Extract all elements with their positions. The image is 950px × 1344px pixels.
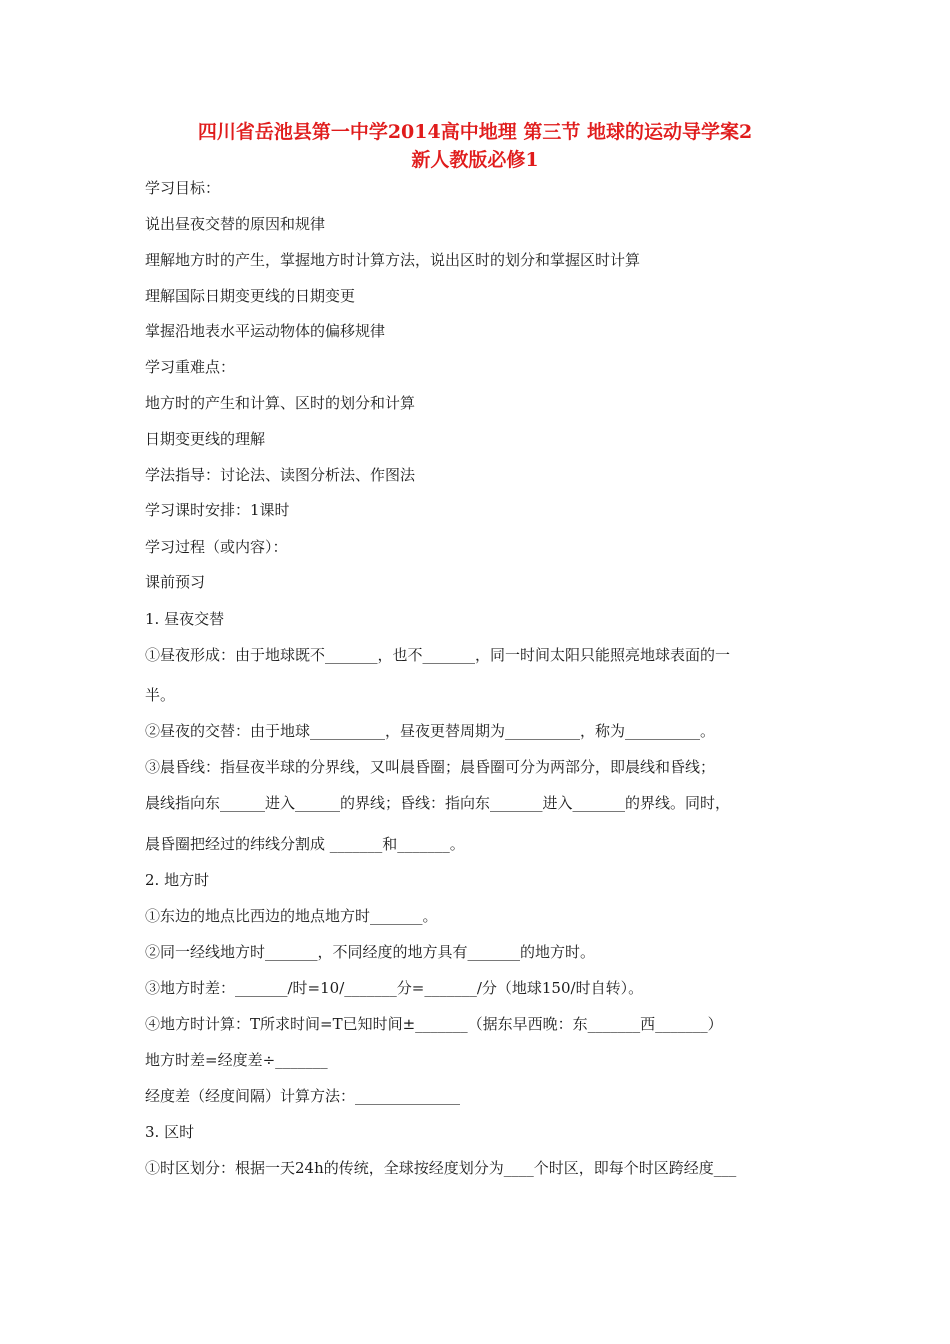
text-line: ④地方时计算：T所求时间=T已知时间±_______（据东早西晚：东_______西_______） — [145, 1015, 723, 1033]
text-line: 晨线指向东______进入______的界线；昏线：指向东_______进入_______的界线。同时， — [145, 794, 731, 812]
text-line: 课前预习 — [145, 573, 206, 591]
title-line-2: 新人教版必修1 — [411, 149, 539, 171]
section-heading: 1. 昼夜交替 — [145, 610, 225, 628]
document-title — [100, 118, 850, 174]
section-heading: 3. 区时 — [145, 1123, 195, 1141]
text-line: 学习课时安排：1课时 — [145, 501, 290, 519]
text-line: 理解国际日期变更线的日期变更 — [145, 287, 356, 305]
text-line: ①时区划分：根据一天24h的传统，全球按经度划分为____个时区，即每个时区跨经度___ — [145, 1159, 737, 1177]
text-line: 学法指导：讨论法、读图分析法、作图法 — [145, 466, 416, 484]
text-line: 说出昼夜交替的原因和规律 — [145, 215, 326, 233]
text-line: 学习目标： — [145, 179, 221, 197]
text-line: 日期变更线的理解 — [145, 430, 266, 448]
text-line: ③地方时差：_______/时=10/_______分=_______/分（地球150/时自转）。 — [145, 979, 644, 997]
text-line: 经度差（经度间隔）计算方法：______________ — [145, 1087, 461, 1105]
text-line: ②昼夜的交替：由于地球__________，昼夜更替周期为__________，称为__________。 — [145, 722, 716, 740]
text-line: 理解地方时的产生，掌握地方时计算方法，说出区时的划分和掌握区时计算 — [145, 251, 641, 269]
text-line: 地方时的产生和计算、区时的划分和计算 — [145, 394, 416, 412]
text-line: 地方时差=经度差÷_______ — [145, 1051, 328, 1069]
text-line: 半。 — [145, 686, 176, 704]
title-line-1: 四川省岳池县第一中学2014高中地理 第三节 地球的运动导学案2 — [197, 121, 753, 143]
text-line: ①东边的地点比西边的地点地方时_______。 — [145, 907, 438, 925]
section-heading: 2. 地方时 — [145, 871, 210, 889]
text-line: 掌握沿地表水平运动物体的偏移规律 — [145, 322, 386, 340]
text-line: 晨昏圈把经过的纬线分割成 _______和_______。 — [145, 835, 465, 853]
text-line: 学习过程（或内容）： — [145, 538, 288, 556]
text-line: ①昼夜形成：由于地球既不_______，也不_______，同一时间太阳只能照亮地球表面的一 — [145, 646, 731, 664]
text-line: 学习重难点： — [145, 358, 236, 376]
text-line: ②同一经线地方时_______，不同经度的地方具有_______的地方时。 — [145, 943, 596, 961]
text-line: ③晨昏线：指昼夜半球的分界线，又叫晨昏圈；晨昏圈可分为两部分，即晨线和昏线； — [145, 758, 716, 776]
